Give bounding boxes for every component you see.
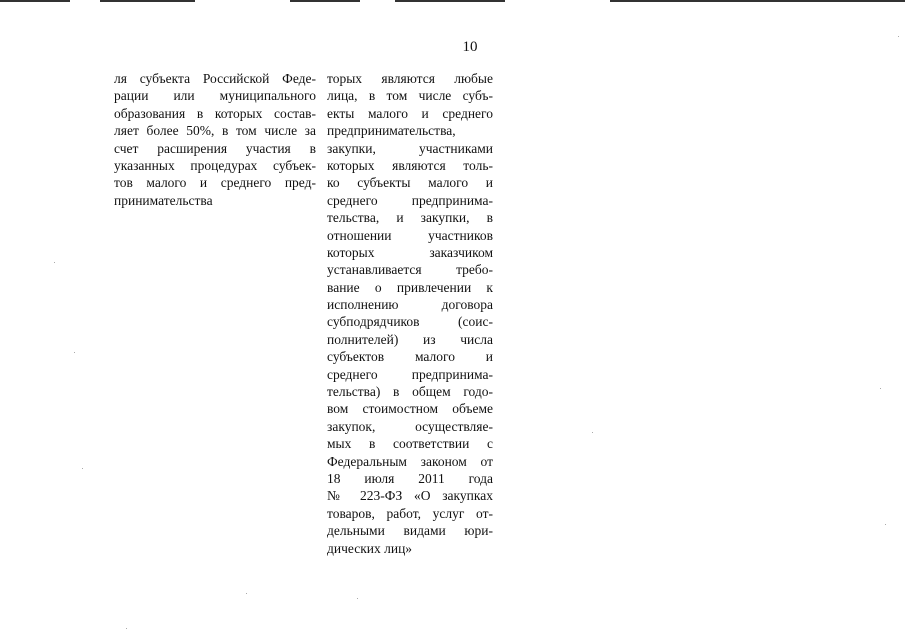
top-rule <box>0 0 70 2</box>
text-line: дических лиц» <box>327 540 413 556</box>
text-line: Федеральным законом от <box>327 453 493 469</box>
top-rule <box>290 0 360 2</box>
scan-speck <box>880 388 881 389</box>
text-line: лица, в том числе субъ- <box>327 88 493 104</box>
top-rule <box>395 0 505 2</box>
text-line: которых являются толь- <box>327 157 493 173</box>
text-line: среднего предпринима- <box>327 192 493 208</box>
text-line: товаров, работ, услуг от- <box>327 505 493 521</box>
text-line: ля субъекта Российской Феде- <box>114 71 316 86</box>
top-rule <box>610 0 905 2</box>
text-line: закупок, осуществляе- <box>327 418 493 434</box>
page-number: 10 <box>462 39 478 55</box>
scan-speck <box>885 524 886 525</box>
text-line: екты малого и среднего <box>327 105 493 121</box>
text-line: дельными видами юри- <box>327 523 493 539</box>
text-line: тельства) в общем годо- <box>327 384 493 400</box>
text-line: ляет более 50%, в том числе за <box>114 123 316 139</box>
scan-speck <box>74 352 75 353</box>
text-line: 18 июля 2011 года <box>327 470 493 486</box>
text-line: образования в которых состав- <box>114 105 316 121</box>
text-line: № 223-ФЗ «О закупках <box>327 488 493 504</box>
text-line: полнителей) из числа <box>327 331 493 347</box>
right-column <box>327 70 493 557</box>
scan-speck <box>126 628 127 629</box>
text-line: тов малого и среднего пред- <box>114 175 316 191</box>
text-line: вание о привлечении к <box>327 279 493 295</box>
scan-speck <box>54 262 55 263</box>
text-line: указанных процедурах субъек- <box>114 157 316 173</box>
text-line: ко субъекты малого и <box>327 175 493 191</box>
text-line: устанавливается требо- <box>327 262 493 278</box>
left-column <box>114 70 316 209</box>
text-line: счет расширения участия в <box>114 140 316 156</box>
text-line: среднего предпринима- <box>327 366 493 382</box>
text-line: исполнению договора <box>327 297 493 313</box>
text-line: вом стоимостном объеме <box>327 401 493 417</box>
text-line: которых заказчиком <box>327 244 493 260</box>
text-line: мых в соответствии с <box>327 436 493 452</box>
text-line: субъектов малого и <box>327 349 493 365</box>
scan-speck <box>357 598 358 599</box>
text-line: закупки, участниками <box>327 140 493 156</box>
text-line: торых являются любые <box>327 71 493 86</box>
text-line: рации или муниципального <box>114 88 316 104</box>
text-line: тельства, и закупки, в <box>327 210 493 226</box>
text-line: предпринимательства, <box>327 123 456 139</box>
scan-speck <box>246 593 247 594</box>
top-rule <box>100 0 195 2</box>
text-line: субподрядчиков (соис- <box>327 314 493 330</box>
scan-speck <box>82 468 83 469</box>
text-line: принимательства <box>114 192 213 208</box>
text-line: отношении участников <box>327 227 493 243</box>
scan-speck <box>898 36 899 37</box>
scan-speck <box>592 432 593 433</box>
